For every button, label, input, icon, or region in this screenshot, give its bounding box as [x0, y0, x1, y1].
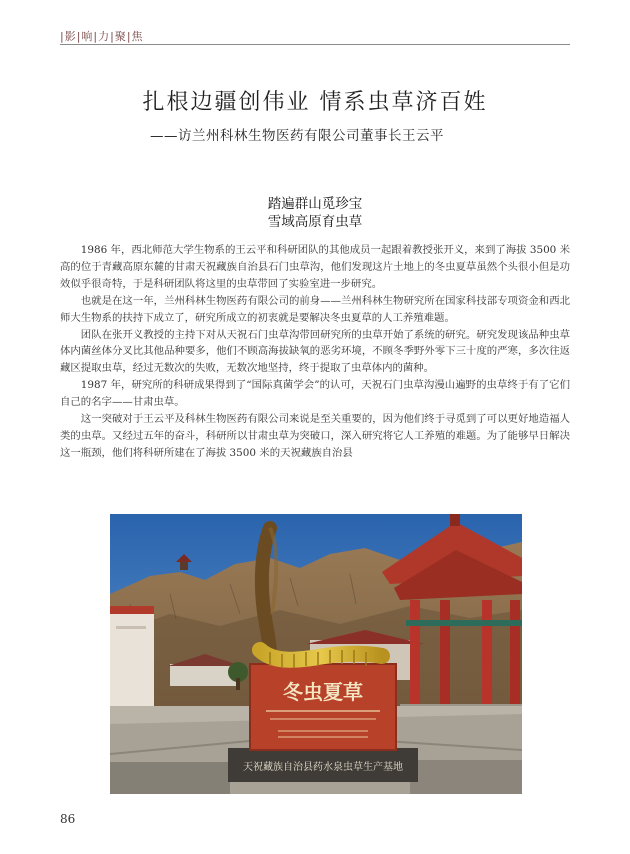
paragraph: 这一突破对于王云平及科林生物医药有限公司来说是至关重要的，因为他们终于寻觅到了可以更好地造福人类的虫草。又经过五年的奋斗，科研所以甘肃虫草为突破口，深入研究将它人工养殖的难题。为了能够早日解决这一瓶颈，他们将科研所建在了海拔 3500 米的天祝藏族自治县 [60, 413, 570, 459]
paragraph: 1987 年，研究所的科研成果得到了“国际真菌学会”的认可，天祝石门虫草沟漫山遍野的虫草终于有了它们自己的名字——甘肃虫草。 [60, 379, 570, 409]
article-body [60, 242, 570, 462]
paragraph: 1986 年，西北师范大学生物系的王云平和科研团队的其他成员一起跟着教授张开义，来到了海拔 3500 米高的位于青藏高原东麓的甘肃天祝藏族自治县石门虫草沟，他们发现这片土地上的冬虫夏草虽然个头很小但是功效似乎很奇特，于是科研团队将这里的虫草带回了实验室进一步研究。 [60, 244, 570, 290]
paragraph: 也就是在这一年，兰州科林生物医药有限公司的前身——兰州科林生物研究所在国家科技部专项资金和西北师大生物系的扶持下成立了，研究所成立的初衷就是要解决冬虫夏草的人工养殖难题。 [60, 294, 570, 324]
header-rule [60, 44, 570, 45]
base-sign-text: 天祝藏族自治县药水泉虫草生产基地 [243, 762, 403, 773]
section-heading-line2: 雪域高原育虫草 [267, 214, 363, 230]
section-heading-line1: 踏遍群山觅珍宝 [267, 196, 363, 212]
page-number: 86 [60, 812, 76, 826]
left-building [110, 606, 154, 706]
article-title: 扎根边疆创伟业 情系虫草济百姓 [142, 90, 488, 115]
cordyceps-monument-photo [110, 514, 522, 794]
paragraph: 团队在张开义教授的主持下对从天祝石门虫草沟带回研究所的虫草开始了系统的研究。研究发现该品种虫草体内菌丝体分叉比其他品种要多，他们不顾高海拔缺氧的恶劣环境，不顾冬季野外零下三十度的严寒，多次往返藏区提取虫草，经过无数次的失败，无数次地坚持，终于提取了虫草体内的菌种。 [60, 328, 570, 375]
column-header: |影|响|力|聚|焦 [60, 30, 144, 43]
article-subtitle: ——访兰州科林生物医药有限公司董事长王云平 [150, 128, 444, 144]
sign-title-text: 冬虫夏草 [283, 680, 363, 704]
